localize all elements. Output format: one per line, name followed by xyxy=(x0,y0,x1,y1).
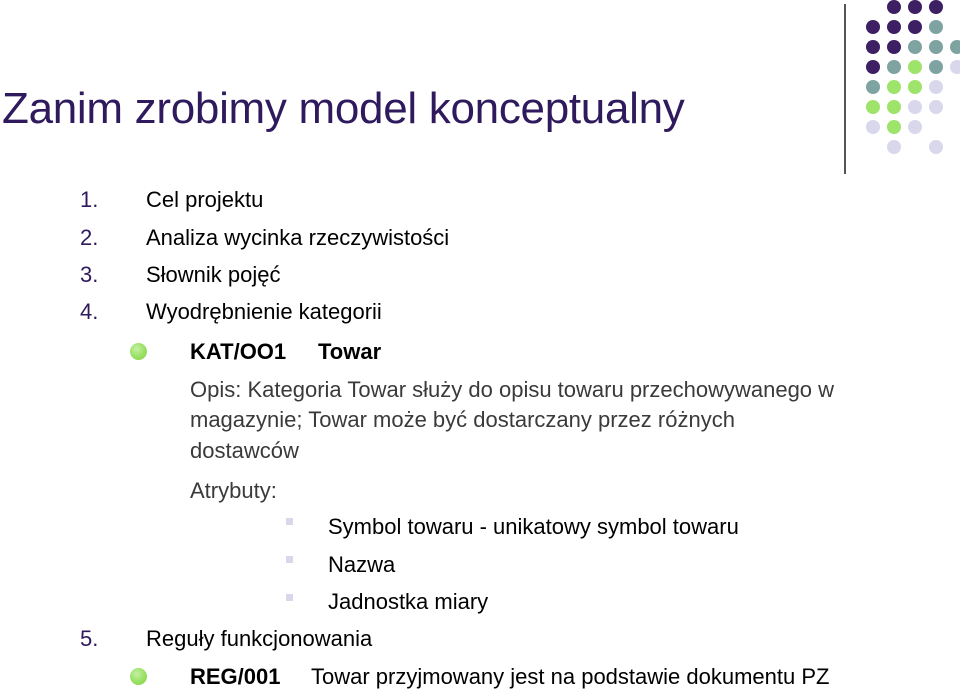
decor-dot xyxy=(950,60,960,74)
attribute-unit: Jadnostka miary xyxy=(328,589,489,614)
list-number-3: 3. xyxy=(80,262,99,287)
decor-dot xyxy=(908,60,922,74)
square-bullet-icon xyxy=(286,556,293,563)
decor-dot xyxy=(866,40,880,54)
decor-dot xyxy=(866,20,880,34)
attributes-label: Atrybuty: xyxy=(190,478,277,503)
decor-dot xyxy=(887,80,901,94)
square-bullet-icon xyxy=(286,518,293,525)
decor-dot xyxy=(908,100,922,114)
decor-dot xyxy=(908,0,922,14)
decor-dot xyxy=(866,100,880,114)
attribute-symbol: Symbol towaru - unikatowy symbol towaru xyxy=(328,514,739,539)
slide-title: Zanim zrobimy model konceptualny xyxy=(2,84,685,133)
category-description-line-3: dostawców xyxy=(190,438,299,463)
decor-dot xyxy=(887,100,901,114)
decor-dot xyxy=(908,20,922,34)
decor-dot xyxy=(908,120,922,134)
list-item-rules: Reguły funkcjonowania xyxy=(146,626,373,651)
decor-dot xyxy=(887,0,901,14)
decor-dot xyxy=(929,20,943,34)
decor-dot xyxy=(866,60,880,74)
rule-text: Towar przyjmowany jest na podstawie dokumentu PZ xyxy=(311,664,830,689)
decor-dot xyxy=(929,0,943,14)
decor-dot xyxy=(887,40,901,54)
decor-dot xyxy=(929,80,943,94)
decor-dot xyxy=(950,40,960,54)
list-item-categories: Wyodrębnienie kategorii xyxy=(146,299,382,324)
decor-dot xyxy=(929,40,943,54)
decor-dot xyxy=(866,80,880,94)
decor-dot xyxy=(887,140,901,154)
decor-dot xyxy=(929,100,943,114)
bullet-dot-icon xyxy=(130,668,147,685)
decor-dot xyxy=(866,120,880,134)
category-name: Towar xyxy=(318,339,382,364)
list-number-4: 4. xyxy=(80,299,99,324)
category-code: KAT/OO1 xyxy=(190,339,287,364)
square-bullet-icon xyxy=(286,594,293,601)
list-number-5: 5. xyxy=(80,626,99,651)
rule-code: REG/001 xyxy=(190,664,281,689)
decor-dot xyxy=(887,60,901,74)
category-description-line-1: Opis: Kategoria Towar służy do opisu towaru przechowywanego w xyxy=(190,377,835,402)
list-number-2: 2. xyxy=(80,225,99,250)
decor-dot xyxy=(908,80,922,94)
attribute-name: Nazwa xyxy=(328,552,396,577)
list-item-goal: Cel projektu xyxy=(146,187,264,212)
decor-dot xyxy=(908,40,922,54)
list-item-analysis: Analiza wycinka rzeczywistości xyxy=(146,225,450,250)
decor-dot xyxy=(887,120,901,134)
category-description-line-2: magazynie; Towar może być dostarczany przez różnych xyxy=(190,407,735,432)
decor-dot xyxy=(887,20,901,34)
bullet-dot-icon xyxy=(130,343,147,360)
decor-dot xyxy=(929,140,943,154)
list-item-glossary: Słownik pojęć xyxy=(146,262,281,287)
list-number-1: 1. xyxy=(80,187,99,212)
decor-dot xyxy=(929,60,943,74)
divider-line xyxy=(844,4,846,174)
